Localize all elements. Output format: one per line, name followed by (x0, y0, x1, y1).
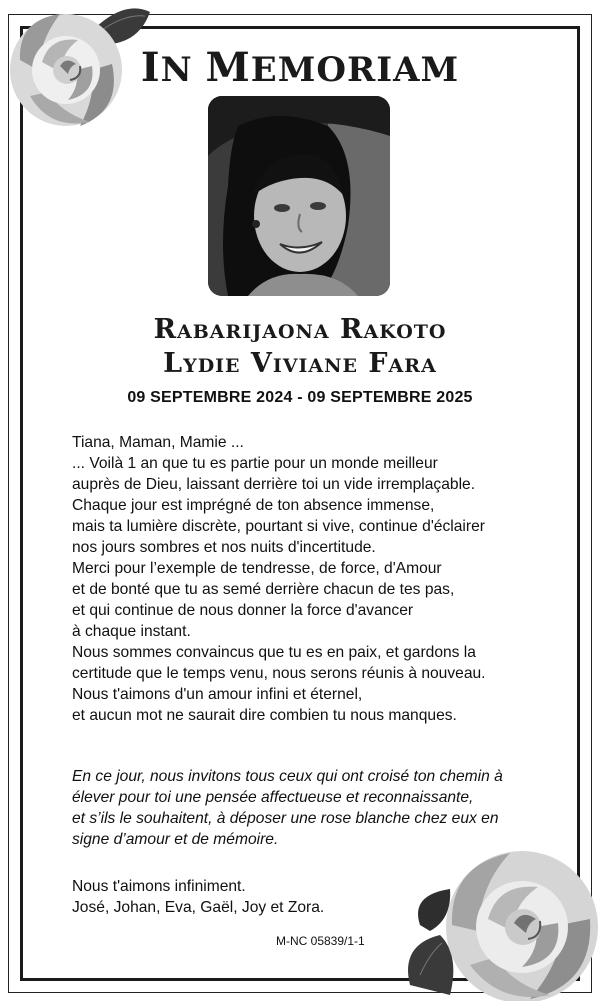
portrait-photo (208, 96, 390, 296)
memorial-message (72, 432, 542, 726)
deceased-name-line2: Lydie Viviane Fara (163, 348, 437, 379)
message-line: Chaque jour est imprégné de ton absence immense, (72, 497, 435, 514)
deceased-name-line1: Rabarijaona Rakoto (153, 314, 447, 345)
message-line: à chaque instant. (72, 623, 191, 640)
message-line: Nous t'aimons d'un amour infini et éternel, (72, 686, 363, 703)
memorial-dates: 09 SEPTEMBRE 2024 - 09 SEPTEMBRE 2025 (127, 389, 473, 406)
message-line: certitude que le temps venu, nous serons réunis à nouveau. (72, 665, 486, 682)
message-line: nos jours sombres et nos nuits d'incertitude. (72, 539, 376, 556)
rose-bottom-right-icon (400, 835, 600, 1001)
message-line: ... Voilà 1 an que tu es partie pour un monde meilleur (72, 455, 438, 472)
family-names: José, Johan, Eva, Gaël, Joy et Zora. (72, 899, 325, 916)
invitation-line: En ce jour, nous invitons tous ceux qui ont croisé ton chemin à (72, 768, 503, 785)
message-line: et qui continue de nous donner la force d'avancer (72, 602, 414, 619)
invitation-line: signe d’amour et de mémoire. (72, 831, 279, 848)
closing-signature (72, 876, 422, 918)
message-line: Merci pour l’exemple de tendresse, de force, d'Amour (72, 560, 442, 577)
message-line: Nous sommes convaincus que tu es en paix, et gardons la (72, 644, 476, 661)
invitation-line: et s’ils le souhaitent, à déposer une rose blanche chez eux en (72, 810, 499, 827)
message-line: auprès de Dieu, laissant derrière toi un vide irremplaçable. (72, 476, 476, 493)
message-line: mais ta lumière discrète, pourtant si vive, continue d'éclairer (72, 518, 485, 535)
message-line: et de bonté que tu as semé derrière chacun de tes pas, (72, 581, 455, 598)
message-line: Tiana, Maman, Mamie ... (72, 434, 244, 451)
message-line: et aucun mot ne saurait dire combien tu nous manques. (72, 707, 457, 724)
invitation-line: élever pour toi une pensée affectueuse et reconnaissante, (72, 789, 474, 806)
page-title: IN MEMORIAM (140, 44, 460, 91)
portrait-image (208, 96, 390, 296)
reference-code: M-NC 05839/1-1 (276, 934, 365, 948)
closing-line: Nous t'aimons infiniment. (72, 878, 246, 895)
